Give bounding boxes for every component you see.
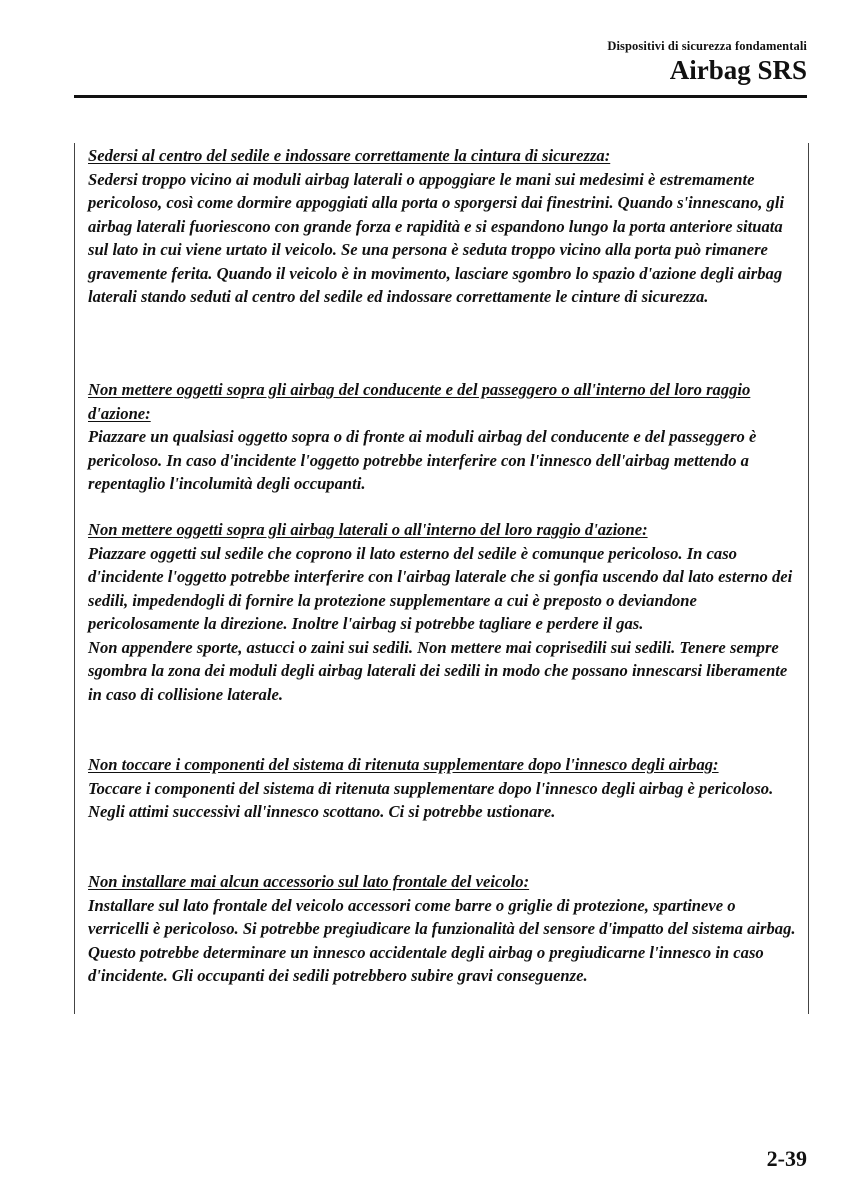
- section-heading: Non toccare i componenti del sistema di ritenuta supplementare dopo l'innesco degli airbag:: [88, 755, 719, 774]
- section-heading: Non mettere oggetti sopra gli airbag laterali o all'interno del loro raggio d'azione:: [88, 520, 648, 539]
- warning-section-side-airbags: [88, 518, 800, 706]
- section-heading: Non mettere oggetti sopra gli airbag del conducente e del passeggero o all'interno del loro raggio d'azione:: [88, 380, 751, 423]
- section-subtitle: Dispositivi di sicurezza fondamentali: [607, 39, 807, 53]
- section-paragraph: Piazzare oggetti sul sedile che coprono il lato esterno del sedile è comunque pericoloso. In caso d'incidente l'oggetto potrebbe interferire con l'airbag laterale che si gonfia uscendo dal lato esterno dei sedili, impedendogli di fornire la protezione supplementare a cui è preposto o deviandone pericolosamente la direzione. Inoltre l'airbag si potrebbe tagliare e perdere il gas.: [88, 543, 793, 633]
- section-paragraph: Installare sul lato frontale del veicolo accessori come barre o griglie di protezione, spartineve o verricelli è pericoloso. Si potrebbe pregiudicare la funzionalità del sensore d'impatto del sistema airbag. Questo potrebbe determinare un innesco accidentale degli airbag o pregiudicarne l'innesco in caso d'incidente. Gli occupanti dei sedili potrebbero subire gravi conseguenze.: [88, 895, 796, 985]
- warning-box: [74, 143, 809, 1014]
- header-divider: [74, 95, 807, 98]
- section-paragraph: Toccare i componenti del sistema di ritenuta supplementare dopo l'innesco degli airbag è pericoloso. Negli attimi successivi all'innesco scottano. Ci si potrebbe ustionare.: [88, 778, 774, 821]
- section-heading: Non installare mai alcun accessorio sul lato frontale del veicolo:: [88, 872, 530, 891]
- page-number: 2-39: [766, 1146, 807, 1171]
- page-title: Airbag SRS: [669, 55, 807, 85]
- warning-section-hot-components: [88, 753, 800, 824]
- warning-section-front-airbags: [88, 378, 800, 496]
- section-paragraph: Sedersi troppo vicino ai moduli airbag laterali o appoggiare le mani sui medesimi è estremamente pericoloso, così come dormire appoggiati alla porta o sporgersi dai finestrini. Quando s'innescano, gli airbag laterali fuoriescono con grande forza e rapidità e si espandono lungo la porta anteriore situata sul lato in cui viene urtato il veicolo. Se una persona è seduta troppo vicino alla porta può rimanere gravemente ferita. Quando il veicolo è in movimento, lasciare sgombro lo spazio d'azione degli airbag laterali stando seduti al centro del sedile ed indossare correttamente le cinture di sicurezza.: [88, 169, 785, 306]
- warning-section-front-accessories: [88, 870, 800, 988]
- warning-section-seating: [88, 144, 800, 309]
- section-heading: Sedersi al centro del sedile e indossare correttamente la cintura di sicurezza:: [88, 146, 611, 165]
- section-paragraph: Non appendere sporte, astucci o zaini sui sedili. Non mettere mai coprisedili sui sedili. Tenere sempre sgombra la zona dei moduli degli airbag laterali dei sedili in modo che possano innescarsi liberamente in caso di collisione laterale.: [88, 637, 788, 704]
- section-paragraph: Piazzare un qualsiasi oggetto sopra o di fronte ai moduli airbag del conducente e del passeggero è pericoloso. In caso d'incidente l'oggetto potrebbe interferire con l'innesco dell'airbag mettendo a repentaglio l'incolumità degli occupanti.: [88, 427, 757, 493]
